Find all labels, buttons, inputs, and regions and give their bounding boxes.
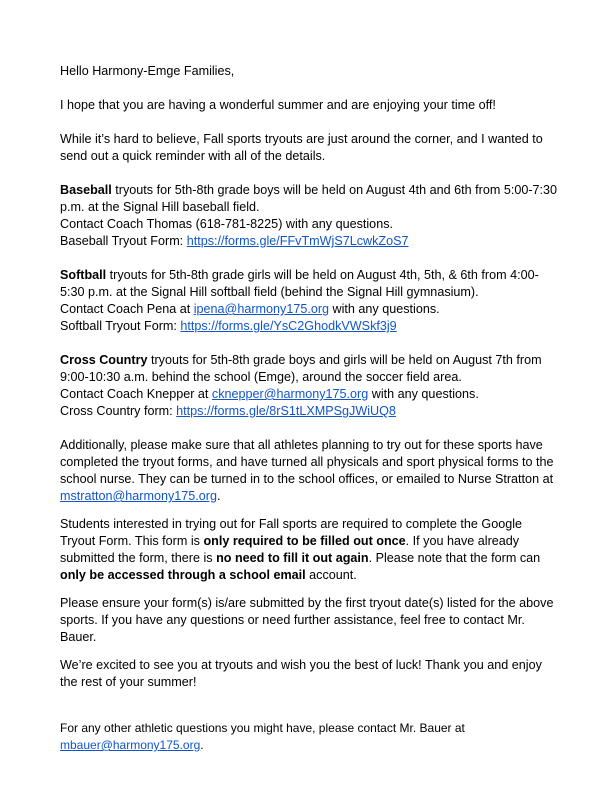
google-form-bold-3: only be accessed through a school email <box>60 568 306 582</box>
greeting: Hello Harmony-Emge Families, <box>60 64 235 78</box>
softball-details-text: tryouts for 5th-8th grade girls will be held on August 4th, 5th, & 6th from 4:00-5:30 p.m. at the Signal Hill softball field (behind the Signal Hill gymnasium). <box>60 268 539 299</box>
baseball-form-link[interactable]: https://forms.gle/FFvTmWjS7LcwkZoS7 <box>186 234 409 248</box>
footer-text: For any other athletic questions you might have, please contact Mr. Bauer at <box>60 721 465 735</box>
cross-country-form-label: Cross Country form: <box>60 404 177 418</box>
cross-country-section <box>60 352 560 420</box>
baseball-details <box>60 182 560 216</box>
baseball-details-text: tryouts for 5th-8th grade boys will be held on August 4th and 6th from 5:00-7:30 p.m. at the Signal Hill baseball field. <box>60 183 558 214</box>
physicals-end: . <box>217 489 221 503</box>
baseball-contact: Contact Coach Thomas (618-781-8225) with any questions. <box>60 217 393 231</box>
bauer-email-link[interactable]: mbauer@harmony175.org <box>60 738 201 752</box>
google-form-text-1: Students interested in trying out for Fall sports are required to complete the Google Tryout Form. This form is <box>60 517 523 548</box>
google-form-text-3: . Please note that the form can <box>368 551 541 565</box>
softball-form <box>60 318 560 335</box>
letter <box>60 63 560 754</box>
softball-form-label: Softball Tryout Form: <box>60 319 181 333</box>
intro-paragraph: I hope that you are having a wonderful summer and are enjoying your time off! <box>60 98 496 112</box>
softball-contact <box>60 301 560 318</box>
physicals-text: Additionally, please make sure that all athletes planning to try out for these sports have completed the tryout forms, and have turned all physicals and sport physical forms to the school nurse. They can be turned in to the school offices, or emailed to Nurse Stratton at <box>60 438 554 486</box>
google-form-text-4: account. <box>305 568 357 582</box>
cross-country-coach-email-link[interactable]: cknepper@harmony175.org <box>211 387 369 401</box>
cross-country-details-text: tryouts for 5th-8th grade boys and girls will be held on August 7th from 9:00-10:30 a.m. behind the school (Emge), around the soccer field area. <box>60 353 542 384</box>
cross-country-contact-pre: Contact Coach Knepper at <box>60 387 212 401</box>
footer-paragraph <box>60 720 560 754</box>
google-form-bold-2: no need to fill it out again <box>216 551 369 565</box>
google-form-text-2: . If you have already submitted the form, there is <box>60 534 520 565</box>
google-form-paragraph <box>60 516 560 584</box>
cross-country-contact <box>60 386 560 403</box>
context-paragraph: While it’s hard to believe, Fall sports tryouts are just around the corner, and I wanted to send out a quick reminder with all of the details. <box>60 132 543 163</box>
cross-country-form <box>60 403 560 420</box>
cross-country-name: Cross Country <box>60 353 148 367</box>
physicals-paragraph <box>60 437 560 505</box>
cross-country-form-link[interactable]: https://forms.gle/8rS1tLXMPSgJWiUQ8 <box>176 404 396 418</box>
footer-end: . <box>200 738 204 752</box>
softball-details <box>60 267 560 301</box>
softball-section <box>60 267 560 335</box>
softball-form-link[interactable]: https://forms.gle/YsC2GhodkVWSkf3j9 <box>180 319 397 333</box>
baseball-section <box>60 182 560 250</box>
cross-country-details <box>60 352 560 386</box>
nurse-email-link[interactable]: mstratton@harmony175.org <box>60 489 217 503</box>
softball-contact-pre: Contact Coach Pena at <box>60 302 194 316</box>
softball-name: Softball <box>60 268 107 282</box>
baseball-name: Baseball <box>60 183 112 197</box>
softball-contact-post: with any questions. <box>329 302 440 316</box>
cross-country-contact-post: with any questions. <box>368 387 479 401</box>
baseball-form <box>60 233 560 250</box>
closing-paragraph: We’re excited to see you at tryouts and wish you the best of luck! Thank you and enjoy the rest of your summer! <box>60 658 542 689</box>
softball-coach-email-link[interactable]: ipena@harmony175.org <box>193 302 330 316</box>
submit-note-paragraph: Please ensure your form(s) is/are submitted by the first tryout date(s) listed for the above sports. If you have any questions or need further assistance, feel free to contact Mr. Bauer. <box>60 596 554 644</box>
google-form-bold-1: only required to be filled out once <box>203 534 406 548</box>
baseball-form-label: Baseball Tryout Form: <box>60 234 187 248</box>
